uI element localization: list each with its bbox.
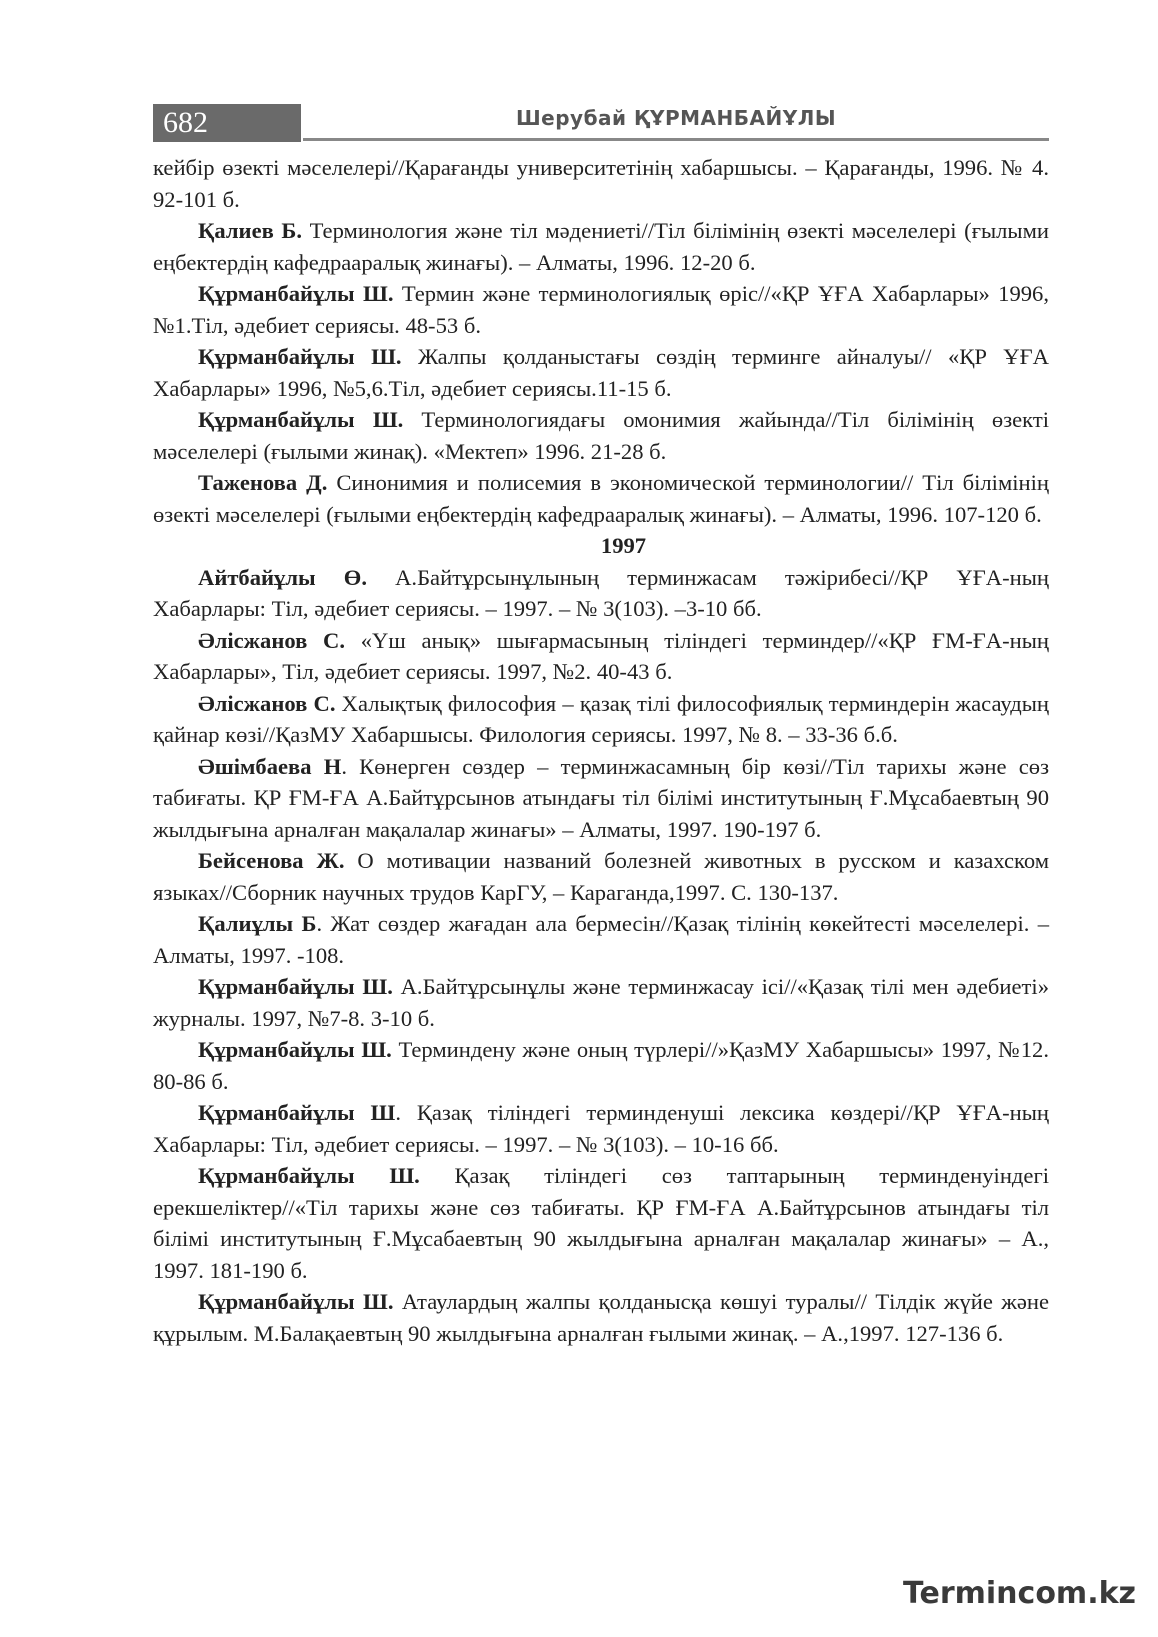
- entry-text: . Көнерген сөздер – терминжасамның бір көзі//Тіл тарихы және сөз табиғаты. ҚР ҒМ-ҒА А.Байтұрсынов атындағы тіл білімі институтының Ғ.Мұсабаевтың 90 жылдығына арналған мақалалар жинағы» – Алматы, 1997. 190-197 б.: [153, 753, 1049, 842]
- bibliography-entry: [153, 908, 1049, 971]
- entry-author: Әлісжанов С.: [198, 690, 336, 716]
- entry-author: Қалиұлы Б: [198, 911, 317, 936]
- entry-text: А.Байтұрсынұлы және терминжасау ісі//«Қазақ тілі мен әдебиеті» журналы. 1997, №7-8. 3-10 б.: [153, 974, 1049, 1031]
- bibliography-content: [153, 152, 1049, 1349]
- watermark-logo: Termincom.kz: [903, 1576, 1136, 1611]
- bibliography-entry: [153, 1286, 1049, 1349]
- entry-author: Әшімбаева Н: [198, 753, 342, 779]
- entry-text: Атаулардың жалпы қолданысқа көшуі туралы// Тілдік жүйе және құрылым. М.Балақаевтың 90 жылдығына арналған ғылыми жинақ. – А.,1997. 127-136 б.: [153, 1289, 1049, 1346]
- bibliography-entry: [153, 152, 1049, 215]
- bibliography-entry: [153, 341, 1049, 404]
- entry-author: Қалиев Б.: [198, 218, 302, 243]
- page-number: 682: [153, 104, 301, 142]
- entry-author: Құрманбайұлы Ш.: [198, 1163, 420, 1188]
- bibliography-entry: [153, 278, 1049, 341]
- entry-text: Терминдену және оның түрлері//»ҚазМУ Хабаршысы» 1997, №12. 80-86 б.: [153, 1037, 1049, 1094]
- bibliography-entry: [153, 1160, 1049, 1286]
- running-title: Шерубай ҚҰРМАНБАЙҰЛЫ: [515, 106, 837, 130]
- entry-author: Таженова Д.: [198, 470, 328, 495]
- bibliography-entry: [153, 1097, 1049, 1160]
- entry-text: А.Байтұрсынұлының терминжасам тәжірибесі//ҚР ҰҒА-ның Хабарлары: Тіл, әдебиет сериясы. – 1997. – № 3(103). –3-10 бб.: [153, 564, 1050, 621]
- header-rule: [303, 138, 1049, 141]
- bibliography-entry: [153, 625, 1049, 688]
- bibliography-entry: [153, 1034, 1049, 1097]
- entry-text: Халықтық философия – қазақ тілі философиялық терминдерін жасаудың қайнар көзі//ҚазМУ Хабаршысы. Филология сериясы. 1997, № 8. – 33-36 б.б.: [153, 690, 1049, 747]
- running-header: [153, 104, 1049, 144]
- bibliography-entry: [153, 215, 1049, 278]
- entry-author: Айтбайұлы Ө.: [198, 564, 367, 590]
- entry-author: Әлісжанов С.: [198, 627, 346, 653]
- bibliography-entry: [153, 688, 1049, 751]
- entry-text: кейбір өзекті мәселелері//Қарағанды университетінің хабаршысы. – Қарағанды, 1996. № 4. 92-101 б.: [153, 155, 1049, 212]
- entry-text: . Жат сөздер жағадан ала бермесін//Қазақ тілінің көкейтесті мәселелері. – Алматы, 1997. -108.: [153, 911, 1049, 968]
- entry-author: Бейсенова Ж.: [198, 848, 345, 873]
- entry-author: Құрманбайұлы Ш.: [198, 281, 394, 306]
- entry-text: О мотивации названий болезней животных в русском и казахском языках//Сборник научных трудов КарГУ, – Караганда,1997. С. 130-137.: [153, 848, 1050, 905]
- entry-author: Құрманбайұлы Ш.: [198, 1037, 392, 1062]
- entry-author: Құрманбайұлы Ш.: [198, 1289, 394, 1314]
- entry-text: Жалпы қолданыстағы сөздің терминге айналуы// «ҚР ҰҒА Хабарлары» 1996, №5,6.Тіл, әдебиет сериясы.11-15 б.: [153, 344, 1049, 401]
- bibliography-entry: [153, 845, 1049, 908]
- entry-text: Терминология және тіл мәдениеті//Тіл білімінің өзекті мәселелері (ғылыми еңбектердің кафедрааралық жинағы). – Алматы, 1996. 12-20 б.: [153, 218, 1049, 275]
- entry-author: Құрманбайұлы Ш.: [198, 344, 402, 369]
- entry-author: Құрманбайұлы Ш.: [198, 407, 404, 432]
- entry-text: . Қазақ тіліндегі терминденуші лексика көздері//ҚР ҰҒА-ның Хабарлары: Тіл, әдебиет сериясы. – 1997. – № 3(103). – 10-16 бб.: [153, 1100, 1050, 1157]
- bibliography-entry: [153, 751, 1049, 846]
- entry-text: Терминологиядағы омонимия жайында//Тіл білімінің өзекті мәселелері (ғылыми жинақ). «Мектеп» 1996. 21-28 б.: [153, 407, 1049, 464]
- entry-text: Қазақ тіліндегі сөз таптарының терминденуіндегі ерекшеліктер//«Тіл тарихы және сөз табиғаты. ҚР ҒМ-ҒА А.Байтұрсынов атындағы тіл білімі институтының Ғ.Мұсабаевтың 90 жылдығына арналған мақалалар жинағы» – А., 1997. 181-190 б.: [153, 1163, 1049, 1283]
- entry-text: Термин және терминологиялық өріс//«ҚР ҰҒА Хабарлары» 1996, №1.Тіл, әдебиет сериясы. 48-53 б.: [153, 281, 1049, 338]
- bibliography-entry: [153, 562, 1049, 625]
- entry-author: Құрманбайұлы Ш: [198, 1100, 396, 1125]
- entry-author: Құрманбайұлы Ш.: [198, 974, 393, 999]
- bibliography-entry: [153, 467, 1049, 530]
- entry-text: «Үш анық» шығармасының тіліндегі терминдер//«ҚР ҒМ-ҒА-ның Хабарлары», Тіл, әдебиет сериясы. 1997, №2. 40-43 б.: [153, 627, 1050, 684]
- entry-text: Синонимия и полисемия в экономической терминологии// Тіл білімінің өзекті мәселелері (ғылыми еңбектердің кафедрааралық жинағы). – Алматы, 1996. 107-120 б.: [153, 470, 1049, 527]
- bibliography-entry: [153, 971, 1049, 1034]
- year-heading: 1997: [600, 533, 647, 558]
- bibliography-entry: [153, 404, 1049, 467]
